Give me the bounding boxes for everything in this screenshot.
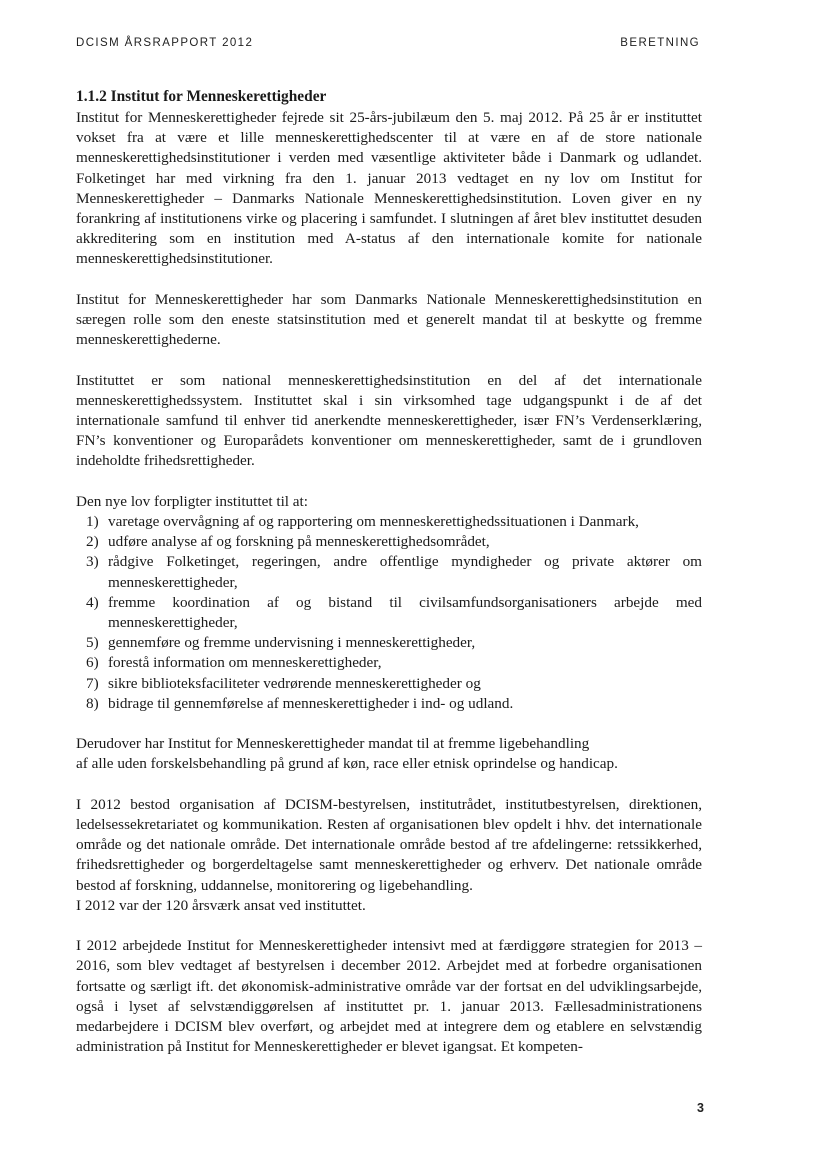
list-number: 4) [86, 593, 99, 611]
paragraph-strategy: I 2012 arbejdede Institut for Menneskerettigheder intensivt med at færdiggøre strategien for 2013 – 2016, som blev vedtaget af bestyrelsen i december 2012. Arbejdet med at forbedre organisationen fortsatte og særligt ift. det økonomisk-administrative område var der fortsat en del udviklingsarbejde, også i lyset af selvstændiggørelsen af instituttet pr. 1. januar 2013. Fællesadministrationens medarbejdere i DCISM blev overført, og arbejdet med at integrere dem og etablere en selvstændig administration på Institut for Menneskerettigheder er blevet igangsat. Et kompeten- [76, 937, 702, 1056]
list-text: forestå information om menneskerettigheder, [108, 654, 382, 672]
list-item [76, 653, 702, 673]
paragraph-jubilee: Institut for Menneskerettigheder fejrede sit 25-års-jubilæum den 5. maj 2012. På 25 år er instituttet vokset fra at være et lille menneskerettighedscenter til at være en af de store nationale menneskerettighedsinstitutioner i verden med væsentlige aktiviteter både i Danmark og udlandet. Folketinget har med virkning fra den 1. januar 2013 vedtaget en ny lov om Institut for Menneskerettigheder – Danmarks Nationale Menneskerettighedsinstitution. Loven giver en ny forankring af institutionens virke og placering i samfundet. I slutningen af året blev instituttet desuden akkreditering som en institution med A-status af den internationale komite for nationale menneskerettighedsinstitutioner. [76, 109, 702, 268]
report-title: DCISM ÅRSRAPPORT 2012 [76, 37, 254, 49]
list-number: 8) [86, 694, 99, 712]
list-text: sikre biblioteksfaciliteter vedrørende menneskerettigheder og [108, 674, 481, 692]
list-number: 6) [86, 654, 99, 672]
document-body [76, 86, 702, 1078]
list-item [76, 593, 702, 633]
obligations-list [76, 512, 702, 714]
list-number: 7) [86, 674, 99, 692]
page-header [76, 37, 700, 55]
list-text: varetage overvågning af og rapportering om menneskerettighedssituationen i Danmark, [108, 513, 639, 531]
list-item [76, 694, 702, 714]
section-heading: 1.1.2 Institut for Menneskerettigheder [76, 88, 327, 105]
page-number: 3 [697, 1101, 704, 1115]
paragraph-equal-treatment [76, 734, 702, 774]
obligations-intro: Den nye lov forpligter instituttet til at: [76, 492, 308, 510]
list-text: fremme koordination af og bistand til civilsamfundsorganisationers arbejde med menneskerettigheder, [108, 593, 702, 632]
list-text: gennemføre og fremme undervisning i menneskerettigheder, [108, 634, 476, 652]
list-text: bidrage til gennemførelse af menneskerettigheder i ind- og udland. [108, 694, 514, 712]
list-number: 5) [86, 634, 99, 652]
list-item [76, 674, 702, 694]
list-number: 1) [86, 513, 99, 531]
list-item [76, 532, 702, 552]
equal-treatment-line-2: af alle uden forskelsbehandling på grund af køn, race eller etnisk oprindelse og handicap. [76, 755, 618, 773]
paragraph-organisation: I 2012 bestod organisation af DCISM-bestyrelsen, institutrådet, institutbestyrelsen, direktionen, ledelsessekretariatet og kommunikation. Resten af organisationen blev opdelt i hhv. det internationale område og det nationale område. Det internationale område bestod af tre afdelingerne: retssikkerhed, frihedsrettigheder og borgerdeltagelse samt menneskerettigheder og erhverv. Det nationale område bestod af forskning, uddannelse, monitorering og ligebehandling. [76, 795, 702, 894]
list-item [76, 633, 702, 653]
paragraph-staff: I 2012 var der 120 årsværk ansat ved instituttet. [76, 896, 366, 914]
list-item [76, 512, 702, 532]
list-item [76, 552, 702, 592]
list-text: udføre analyse af og forskning på menneskerettighedsområdet, [108, 533, 490, 551]
paragraph-role: Institut for Menneskerettigheder har som Danmarks Nationale Menneskerettighedsinstitution en særegen rolle som den eneste statsinstitution med et generelt mandat til at beskytte og fremme menneskerettighederne. [76, 290, 702, 349]
section-label: BERETNING [620, 37, 700, 49]
list-number: 3) [86, 553, 99, 571]
list-text: rådgive Folketinget, regeringen, andre offentlige myndigheder og private aktører om menneskerettigheder, [108, 553, 702, 591]
paragraph-international-system: Instituttet er som national menneskerettighedsinstitution en del af det internationale menneskerettighedssystem. Instituttet skal i sin virksomhed tage udgangspunkt i de af det internationale samfund til enhver tid anerkendte menneskerettigheder, især FN’s Verdenserklæring, FN’s konventioner og Europarådets konventioner om menneskerettigheder, samt de i grundloven indeholdte frihedsrettigheder. [76, 371, 702, 470]
list-number: 2) [86, 533, 99, 551]
equal-treatment-line-1: Derudover har Institut for Menneskerettigheder mandat til at fremme ligebehandling [76, 735, 590, 753]
